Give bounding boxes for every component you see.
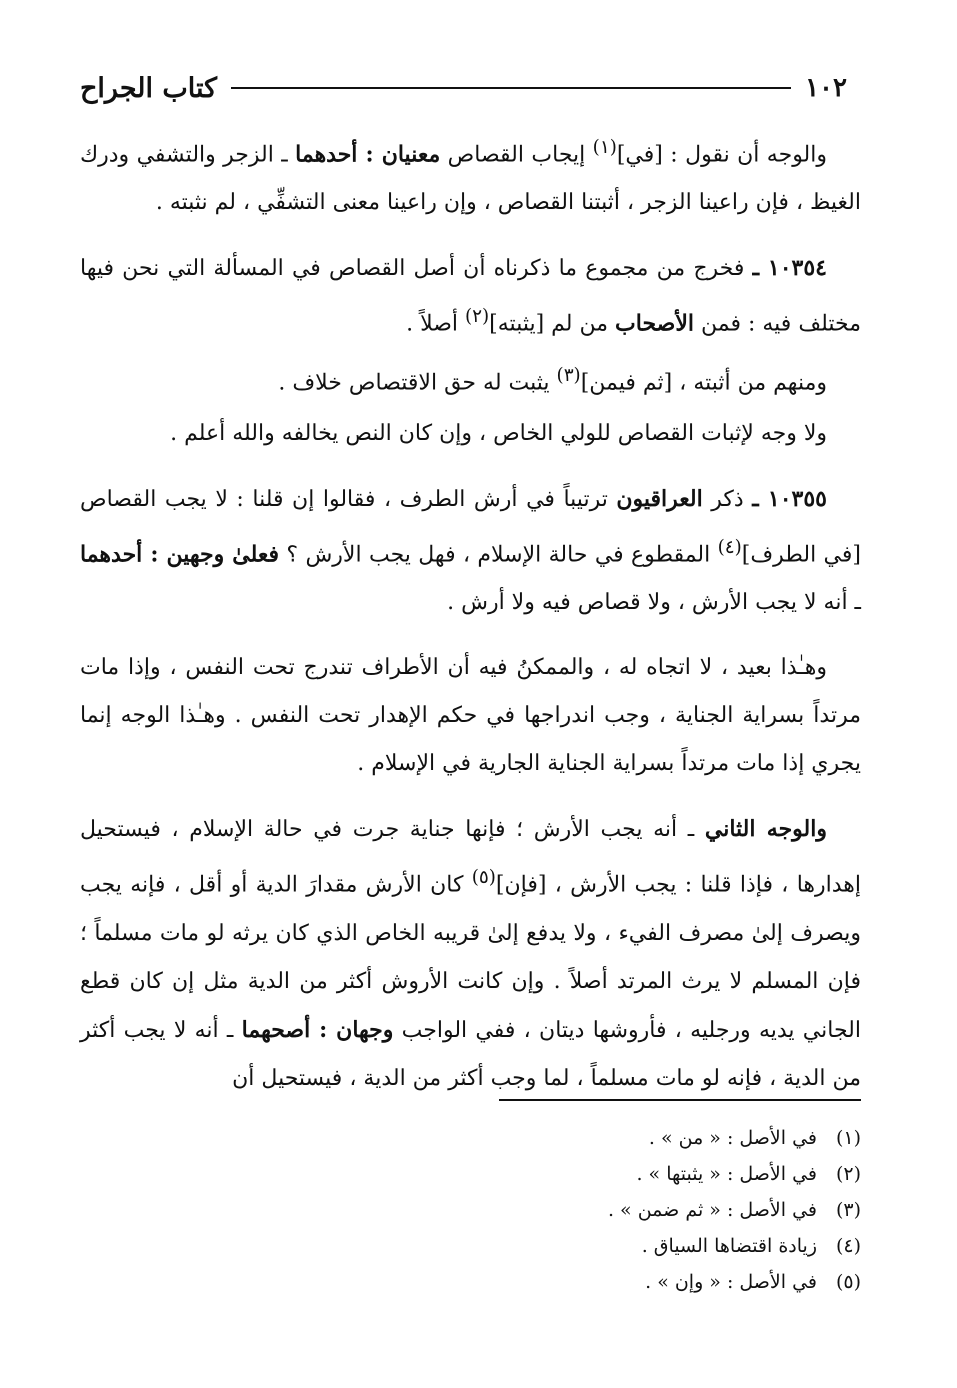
footnote-ref-2[interactable]: (٢): [465, 306, 490, 328]
footnote-rule: [499, 1099, 861, 1101]
text-run: ـ الزجر والتشفي ودرك الغيظ ، فإن راعينا الزجر ، أثبتنا القصاص ، وإن راعينا معنى التشفِّي ، لم نثبته .: [80, 142, 861, 216]
header-rule: [231, 87, 791, 89]
paragraph-1: [80, 124, 861, 227]
text-run: يثبت له حق الاقتصاص خلاف .: [278, 369, 557, 395]
section-number: ١٠٣٥٤ ـ: [752, 255, 827, 282]
footnote-number: (٣): [835, 1199, 861, 1221]
footnote-ref-1[interactable]: (١): [592, 137, 617, 158]
footnote-number: (١): [835, 1127, 861, 1149]
text-run: ـ أنه لا يجب أكثر من الدية ، فإنه لو مات مسلماً ، لما وجب أكثر من الدية ، فيستحيل أن: [80, 1017, 861, 1091]
footnote-text: في الأصل : « يثبتها » .: [636, 1163, 817, 1185]
footnotes: [301, 1120, 861, 1300]
footnote-1: [301, 1120, 861, 1156]
footnote-text: في الأصل : « من » .: [648, 1127, 817, 1149]
bold-term: الأصحاب: [615, 310, 694, 337]
text-run: ـ أنه يجب الأرش ؛ فإنها جناية جرت في حالة الإسلام ، فيستحيل إهدارها ، فإذا قلنا : يجب الأرش ، [فإن]: [80, 817, 861, 898]
footnote-4: [301, 1228, 861, 1264]
page-number: ١٠٢: [805, 73, 847, 103]
section-number: ١٠٣٥٥ ـ: [752, 485, 827, 512]
footnote-5: [301, 1264, 861, 1300]
paragraph-4: ولا وجه لإثبات القصاص للولي الخاص ، وإن كان النص يخالفه والله أعلم .: [170, 420, 827, 446]
bold-term: وجهان : أصحهما: [241, 1016, 394, 1043]
text-run: المقطوع في حالة الإسلام ، فهل يجب الأرش ؟: [279, 542, 718, 568]
paragraph-6: وهـٰذا بعيد ، لا اتجاه له ، والممكنُ فيه أن الأطراف تندرج تحت النفس ، وإذا مات مرتداً بسراية الجناية ، وجب اندراجها في حكم الإهدار تحت النفس . وهـٰذا الوجه إنما يجري إذا مات مرتداً بسراية الجناية الجارية في الإسلام .: [80, 655, 861, 777]
footnote-3: [301, 1192, 861, 1228]
paragraph-10355: [80, 475, 861, 627]
footnote-2: [301, 1156, 861, 1192]
text-run: فخرج من مجموع ما ذكرناه أن أصل القصاص في المسألة التي نحن فيها مختلف فيه : فمن: [80, 256, 861, 337]
bold-term: العراقيون: [616, 485, 703, 512]
text-run: من لم [يثبته]: [489, 311, 616, 337]
text-run: أصلاً .: [406, 311, 465, 337]
bold-term: والوجه الثاني: [704, 816, 827, 843]
footnote-ref-4[interactable]: (٤): [717, 536, 742, 558]
footnote-number: (٥): [835, 1271, 861, 1293]
book-title: كتاب الجراح: [80, 72, 218, 104]
footnote-text: زيادة اقتضاها السياق .: [641, 1235, 817, 1257]
footnote-ref-5[interactable]: (٥): [471, 867, 496, 889]
footnote-number: (٢): [835, 1163, 861, 1185]
text-run: كان الأرش مقدارَ الدية أو أقل ، فإنه يجب ويصرف إلىٰ مصرف الفيء ، ولا يدفع إلىٰ قريبه الخاص الذي كان يرثه لو مات مسلماً ؛ فإن المسلم لا يرث المرتد أصلاً . وإن كانت الأروش أكثر من الدية مثل إن كان قطع الجاني يديه ورجليه ، فأروشها ديتان ، ففي الواجب: [80, 872, 861, 1043]
paragraph-10354: [80, 244, 861, 348]
paragraph-7: [80, 805, 861, 1102]
footnote-ref-3[interactable]: (٣): [556, 364, 581, 386]
text-run: والوجه أن نقول : [في]: [616, 142, 827, 168]
running-header: [80, 68, 847, 108]
footnote-number: (٤): [835, 1235, 861, 1257]
main-text: [80, 124, 861, 1103]
bold-term: فعلىٰ وجهين : أحدهما: [80, 541, 280, 568]
text-run: ومنهم من أثبته ، [ثم فيمن]: [580, 369, 827, 395]
text-run: إيجاب القصاص: [440, 142, 593, 168]
bold-term: معنيان : أحدهما: [295, 141, 441, 168]
text-run: ذكر: [702, 486, 753, 512]
text-run: ترتيباً في أرش الطرف ، فقالوا إن قلنا : لا يجب القصاص [في الطرف]: [80, 486, 861, 568]
paragraph-3: [80, 352, 861, 407]
text-run: ـ أنه لا يجب الأرش ، ولا قصاص فيه ولا أرش .: [447, 590, 861, 616]
footnote-text: في الأصل : « ثم ضمن » .: [607, 1199, 817, 1221]
footnote-text: في الأصل : « وإن » .: [645, 1271, 817, 1293]
